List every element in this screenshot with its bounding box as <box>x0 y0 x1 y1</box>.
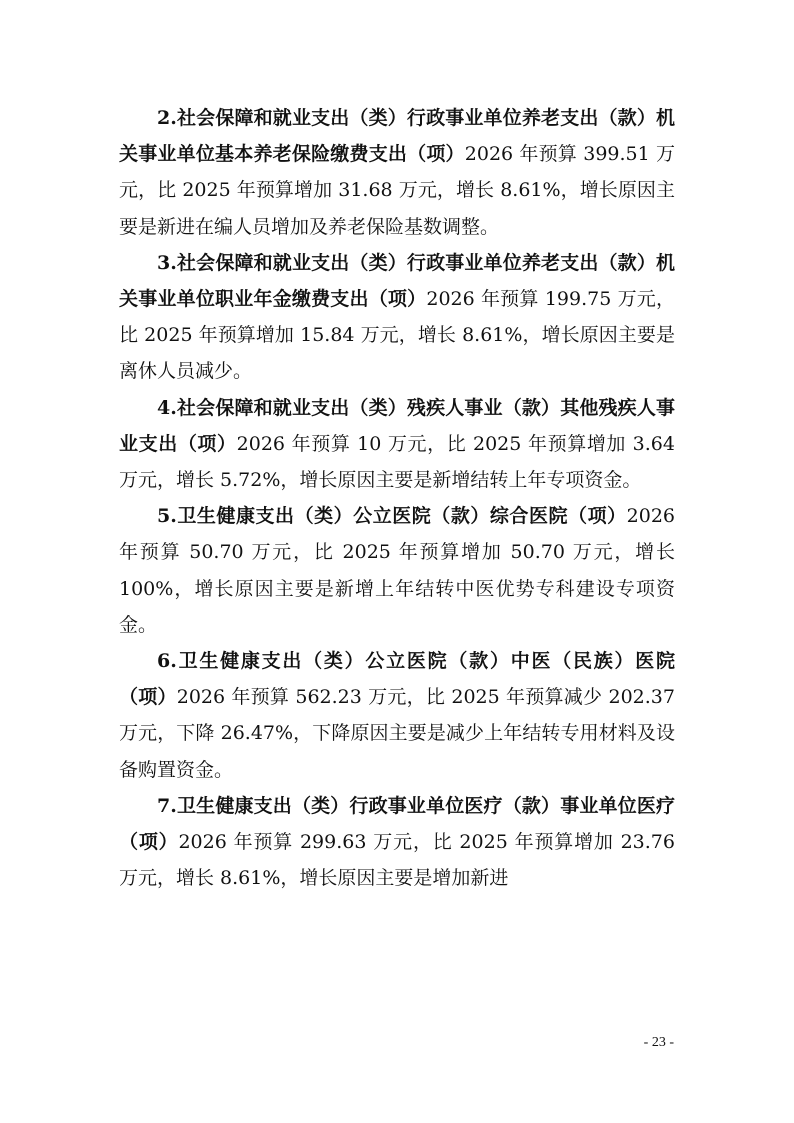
page-number: - 23 - <box>643 1035 674 1050</box>
paragraph-body: 2026 年预算 199.75 万元，比 2025 年预算增加 15.84 万元，增长 8.61%，增长原因主要是离休人员减少。 <box>119 288 675 383</box>
paragraph-item-5 <box>119 498 675 643</box>
paragraph-item-4 <box>119 390 675 499</box>
paragraph-item-6 <box>119 643 675 788</box>
paragraph-body: 2026 年预算 50.70 万元，比 2025 年预算增加 50.70 万元，增长 100%，增长原因主要是新增上年结转中医优势专科建设专项资金。 <box>119 505 675 636</box>
paragraph-item-7 <box>119 788 675 897</box>
paragraph-body: 2026 年预算 299.63 万元，比 2025 年预算增加 23.76 万元，增长 8.61%，增长原因主要是增加新进 <box>119 831 675 890</box>
paragraph-heading: 2.社会保障和就业支出（类）行政事业单位养老支出（款）机关事业单位基本养老保险缴费支出（项） <box>119 107 675 166</box>
paragraph-heading: 7.卫生健康支出（类）行政事业单位医疗（款）事业单位医疗（项） <box>119 794 675 854</box>
paragraph-item-3 <box>119 245 675 390</box>
paragraph-body: 2026 年预算 10 万元，比 2025 年预算增加 3.64 万元，增长 5.72%，增长原因主要是新增结转上年专项资金。 <box>119 432 675 492</box>
paragraph-heading: 3.社会保障和就业支出（类）行政事业单位养老支出（款）机关事业单位职业年金缴费支出（项） <box>119 251 675 311</box>
paragraph-heading: 6.卫生健康支出（类）公立医院（款）中医（民族）医院（项） <box>119 650 675 709</box>
paragraph-item-2 <box>119 100 675 245</box>
paragraph-body: 2026 年预算 399.51 万元，比 2025 年预算增加 31.68 万元，增长 8.61%，增长原因主要是新进在编人员增加及养老保险基数调整。 <box>119 143 675 238</box>
paragraph-body: 2026 年预算 562.23 万元，比 2025 年预算减少 202.37 万元，下降 26.47%，下降原因主要是减少上年结转专用材料及设备购置资金。 <box>119 686 675 781</box>
paragraph-heading: 5.卫生健康支出（类）公立医院（款）综合医院（项） <box>157 505 627 528</box>
document-body <box>119 100 675 896</box>
paragraph-heading: 4.社会保障和就业支出（类）残疾人事业（款）其他残疾人事业支出（项） <box>119 396 675 455</box>
